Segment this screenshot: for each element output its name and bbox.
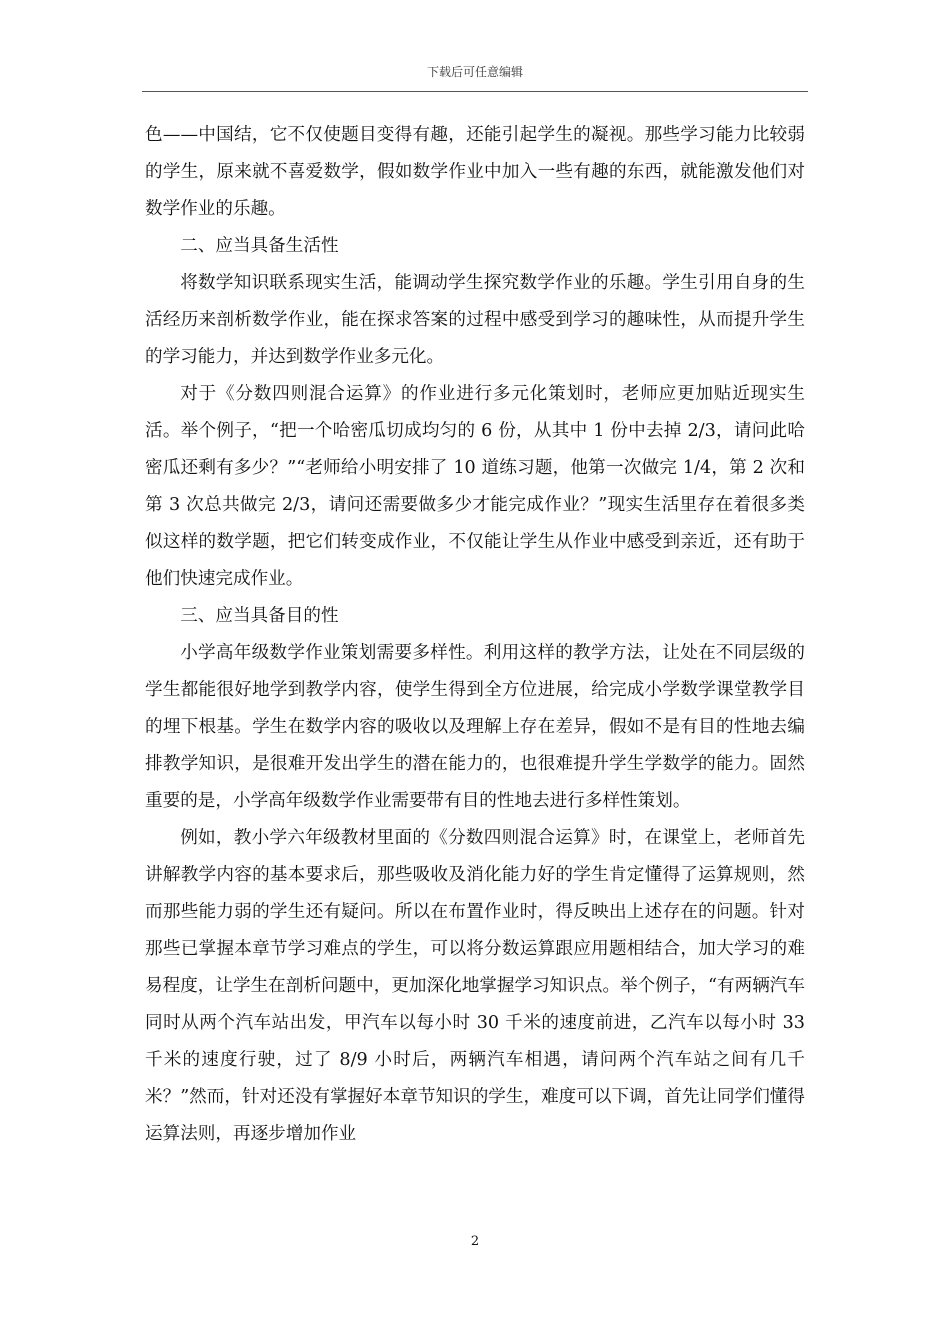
paragraph: 小学高年级数学作业策划需要多样性。利用这样的教学方法，让处在不同层级的学生都能很好地学到教学内容，使学生得到全方位进展，给完成小学数学课堂教学目的埋下根基。学生在数学内容的吸收以及理解上存在差异，假如不是有目的性地去编排教学知识，是很难开发出学生的潜在能力的，也很难提升学生学数学的能力。固然重要的是，小学高年级数学作业需要带有目的性地去进行多样性策划。 (145, 643, 805, 811)
paragraph: 例如，教小学六年级教材里面的《分数四则混合运算》时，在课堂上，老师首先讲解教学内容的基本要求后，那些吸收及消化能力好的学生肯定懂得了运算规则，然而那些能力弱的学生还有疑问。所以在布置作业时，得反映出上述存在的问题。针对那些已掌握本章节学习难点的学生，可以将分数运算跟应用题相结合，加大学习的难易程度，让学生在剖析问题中，更加深化地掌握学习知识点。举个例子，“有两辆汽车同时从两个汽车站出发，甲汽车以每小时 30 千米的速度前进，乙汽车以每小时 33 千米的速度行驶，过了 8/9 小时后，两辆汽车相遇，请问两个汽车站之间有几千米？”然而，针对还没有掌握好本章节知识的学生，难度可以下调，首先让同学们懂得运算法则，再逐步增加作业 (145, 828, 805, 1144)
paragraph: 将数学知识联系现实生活，能调动学生探究数学作业的乐趣。学生引用自身的生活经历来剖析数学作业，能在探求答案的过程中感受到学习的趣味性，从而提升学生的学习能力，并达到数学作业多元化。 (145, 273, 805, 367)
header-rule (142, 91, 808, 92)
page-number: 2 (470, 1234, 480, 1249)
document-body (145, 117, 805, 1153)
paragraph: 对于《分数四则混合运算》的作业进行多元化策划时，老师应更加贴近现实生活。举个例子，“把一个哈密瓜切成均匀的 6 份，从其中 1 份中去掉 2/3，请问此哈密瓜还剩有多少？”“老师给小明安排了 10 道练习题，他第一次做完 1/4，第 2 次和第 3 次总共做完 2/3，请问还需要做多少才能完成作业？”现实生活里存在着很多类似这样的数学题，把它们转变成作业，不仅能让学生从作业中感受到亲近，还有助于他们快速完成作业。 (145, 384, 805, 589)
page-header: 下载后可任意编辑 (426, 65, 523, 79)
paragraph-continuation: 色——中国结，它不仅使题目变得有趣，还能引起学生的凝视。那些学习能力比较弱的学生，原来就不喜爱数学，假如数学作业中加入一些有趣的东西，就能激发他们对数学作业的乐趣。 (145, 125, 805, 219)
section-heading-3: 三、应当具备目的性 (180, 606, 339, 626)
section-heading-2: 二、应当具备生活性 (180, 236, 339, 256)
